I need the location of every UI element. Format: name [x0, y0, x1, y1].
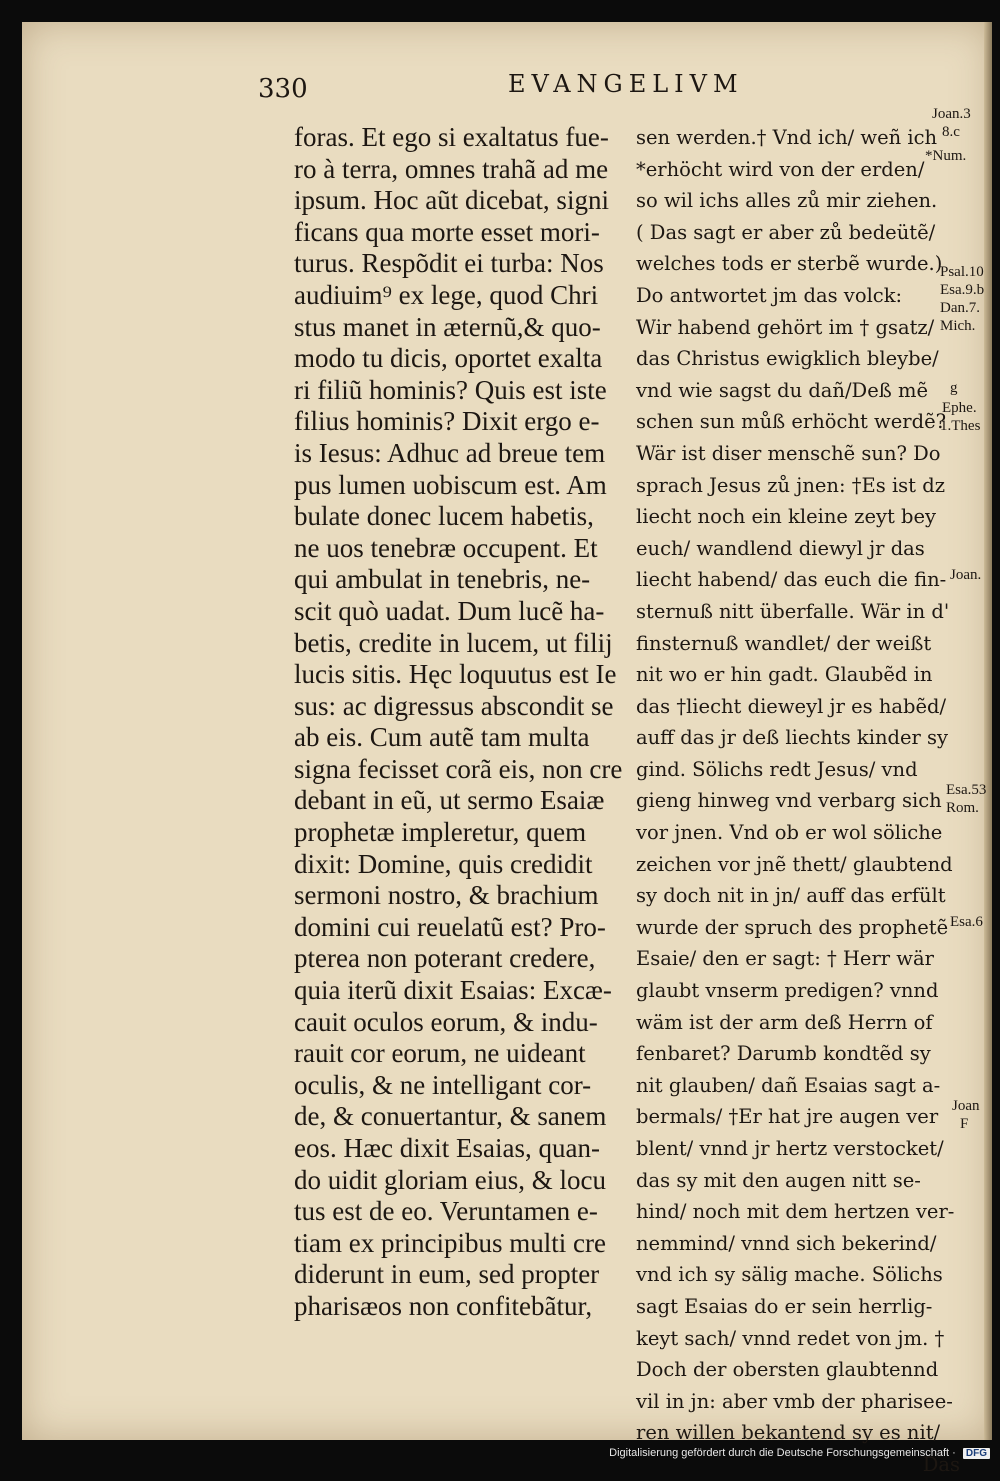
- text-line: diderunt in eum, sed propter: [294, 1259, 600, 1290]
- text-line: foras. Et ego si exaltatus fue-: [294, 122, 609, 152]
- text-line: vnd ich sy sälig mache. Sölichs: [636, 1263, 943, 1287]
- text-line: vil in jn: aber vmb der pharisee-: [636, 1389, 953, 1413]
- margin-note: 1.Thes: [940, 418, 981, 434]
- text-line: sprach Jesus zů jnen: †Es ist dz: [636, 473, 945, 497]
- text-line: prophetæ impleretur, quem: [294, 817, 587, 848]
- text-line: ab eis. Cum autẽ tam multa: [294, 722, 590, 753]
- margin-note: Joan.3: [932, 106, 971, 122]
- text-line: Do antwortet jm das volck:: [636, 283, 903, 307]
- margin-note: Ephe.: [942, 400, 977, 416]
- margin-note: Joan.: [950, 567, 982, 583]
- text-line: de, & conuertantur, & sanem: [294, 1101, 607, 1132]
- text-line: Esaie/ den er sagt: † Herr wär: [636, 947, 934, 971]
- text-line: nit wo er hin gadt. Glaubẽd in: [636, 663, 933, 687]
- text-line: schen sun můß erhöcht werdẽ?: [636, 410, 947, 434]
- text-line: finsternuß wandlet/ der weißt: [636, 631, 932, 655]
- text-line: is Iesus: Adhuc ad breue tem: [294, 437, 606, 468]
- footer-credit-text: Digitalisierung gefördert durch die Deutsche Forschungsgemeinschaft ·: [609, 1447, 956, 1459]
- text-line: keyt sach/ vnnd redet von jm. †: [636, 1326, 945, 1350]
- text-line: sagt Esaias do er sein herrlig-: [636, 1294, 933, 1318]
- text-line: Doch der obersten glaubtennd: [636, 1358, 939, 1382]
- margin-note: Rom.: [946, 800, 979, 816]
- text-line: liecht habend/ das euch die fin-: [636, 568, 947, 592]
- text-line: signa fecisset corã eis, non cre: [294, 753, 623, 784]
- text-line: nit glauben/ dañ Esaias sagt a-: [636, 1073, 941, 1097]
- margin-note: Esa.6: [950, 914, 983, 930]
- text-line: quia iterũ dixit Esaias: Excæ-: [294, 975, 612, 1006]
- text-line: domini cui reuelatũ est? Pro-: [294, 911, 606, 942]
- margin-note: Esa.9.b: [940, 282, 985, 298]
- text-line: pus lumen uobiscum est. Am: [294, 469, 607, 500]
- text-line: bermals/ †Er hat jre augen ver: [636, 1105, 939, 1129]
- margin-note: Esa.53: [946, 782, 987, 798]
- text-line: lucis sitis. Hęc loquutus est Ie: [294, 659, 617, 690]
- text-line: wäm ist der arm deß Herrn of: [636, 1010, 933, 1034]
- text-line: liecht noch ein kleine zeyt bey: [636, 505, 937, 529]
- margin-note: 8.c: [942, 124, 960, 140]
- text-line: modo tu dicis, oportet exalta: [294, 343, 603, 374]
- text-line: ( Das sagt er aber zů bedeütẽ/: [636, 220, 936, 244]
- catchword: Das: [922, 1452, 960, 1476]
- text-line: ri filiũ hominis? Quis est iste: [294, 374, 607, 405]
- text-line: blent/ vnnd jr hertz verstocket/: [636, 1137, 944, 1160]
- text-line: debant in eũ, ut sermo Esaiæ: [294, 785, 605, 816]
- text-line: sy doch nit in jn/ auff das erfült: [636, 884, 946, 908]
- text-line: ren willen bekantend sy es nit/: [636, 1421, 941, 1445]
- text-line: gieng hinweg vnd verbarg sich: [636, 789, 942, 813]
- text-line: dixit: Domine, quis credidit: [294, 848, 593, 879]
- dfg-logo: DFG: [963, 1448, 990, 1459]
- text-line: oculis, & ne intelligant cor-: [294, 1069, 592, 1100]
- text-line: audiuim⁹ ex lege, quod Chri: [294, 279, 599, 310]
- text-line: vnd wie sagst du dañ/Deß mẽ: [636, 378, 928, 402]
- text-line: das sy mit den augen nitt se-: [636, 1168, 921, 1192]
- page-number: 330: [258, 74, 308, 104]
- text-line: auff das jr deß liechts kinder sy: [636, 726, 949, 750]
- text-line: sus: ac digressus abscondit se: [294, 690, 614, 721]
- text-line: rauit cor eorum, ne uideant: [294, 1038, 586, 1069]
- text-line: stus manet in æternũ,& quo-: [294, 311, 601, 342]
- margin-note: F: [960, 1116, 969, 1132]
- text-line: filius hominis? Dixit ergo e-: [294, 406, 600, 437]
- text-line: cauit oculos eorum, & indu-: [294, 1006, 598, 1037]
- text-line: welches tods er sterbẽ wurde.): [636, 252, 943, 276]
- text-line: so wil ichs alles zů mir ziehen.: [636, 189, 938, 213]
- text-line: ro à terra, omnes trahã ad me: [294, 153, 609, 184]
- text-line: fenbaret? Darumb kondtẽd sy: [636, 1042, 931, 1066]
- margin-note: Mich.: [940, 318, 976, 334]
- text-line: bulate donec lucem habetis,: [294, 501, 594, 532]
- margin-note: Joan: [952, 1098, 980, 1114]
- text-line: eos. Hæc dixit Esaias, quan-: [294, 1133, 600, 1163]
- margin-note: Dan.7.: [940, 300, 980, 316]
- text-line: Wär ist diser menschẽ sun? Do: [636, 441, 941, 465]
- running-head: EVANGELIVM: [508, 70, 744, 98]
- text-line: ficans qua morte esset mori-: [294, 216, 600, 247]
- text-line: wurde der spruch des prophetẽ: [636, 915, 949, 939]
- text-line: das †liecht dieweyl jr es habẽd/: [636, 694, 947, 718]
- text-line: scit quò uadat. Dum lucẽ ha-: [294, 595, 605, 626]
- text-line: ne uos tenebræ occupent. Et: [294, 532, 598, 563]
- text-line: qui ambulat in tenebris, ne-: [294, 564, 591, 595]
- margin-note: *Num.: [925, 148, 967, 164]
- text-line: nemmind/ vnnd sich bekerind/: [636, 1231, 937, 1255]
- text-line: Wir habend gehört im † gsatz/: [636, 315, 935, 339]
- text-line: das Christus ewigklich bleybe/: [636, 347, 939, 371]
- page-edge: [984, 22, 992, 1440]
- text-line: turus. Respõdit ei turba: Nos: [294, 248, 604, 279]
- text-line: vor jnen. Vnd ob er wol söliche: [636, 821, 943, 845]
- text-line: *erhöcht wird von der erden/: [636, 157, 925, 181]
- text-line: sen werden.† Vnd ich/ weñ ich: [636, 126, 938, 149]
- text-line: zeichen vor jnẽ thett/ glaubtend: [636, 852, 953, 876]
- text-line: pharisæos non confitebãtur,: [294, 1290, 593, 1321]
- latin-text-column: [294, 122, 624, 1323]
- text-line: tiam ex principibus multi cre: [294, 1227, 606, 1258]
- text-line: euch/ wandlend diewyl jr das: [636, 536, 925, 560]
- text-line: betis, credite in lucem, ut filij: [294, 627, 613, 658]
- text-line: sternuß nitt überfalle. Wär in d': [636, 599, 950, 623]
- text-line: glaubt vnserm predigen? vnnd: [636, 979, 939, 1003]
- footer-credit: [609, 1447, 990, 1459]
- text-line: do uidit gloriam eius, & locu: [294, 1164, 606, 1195]
- text-line: ipsum. Hoc aũt dicebat, signi: [294, 185, 609, 216]
- text-line: sermoni nostro, & brachium: [294, 880, 599, 911]
- text-line: pterea non poterant credere,: [294, 943, 596, 974]
- text-line: gind. Sölichs redt Jesus/ vnd: [636, 757, 918, 781]
- margin-note: Psal.10: [940, 264, 984, 280]
- margin-note: g: [950, 380, 958, 396]
- text-line: tus est de eo. Veruntamen e-: [294, 1196, 598, 1227]
- text-line: hind/ noch mit dem hertzen ver-: [636, 1200, 955, 1224]
